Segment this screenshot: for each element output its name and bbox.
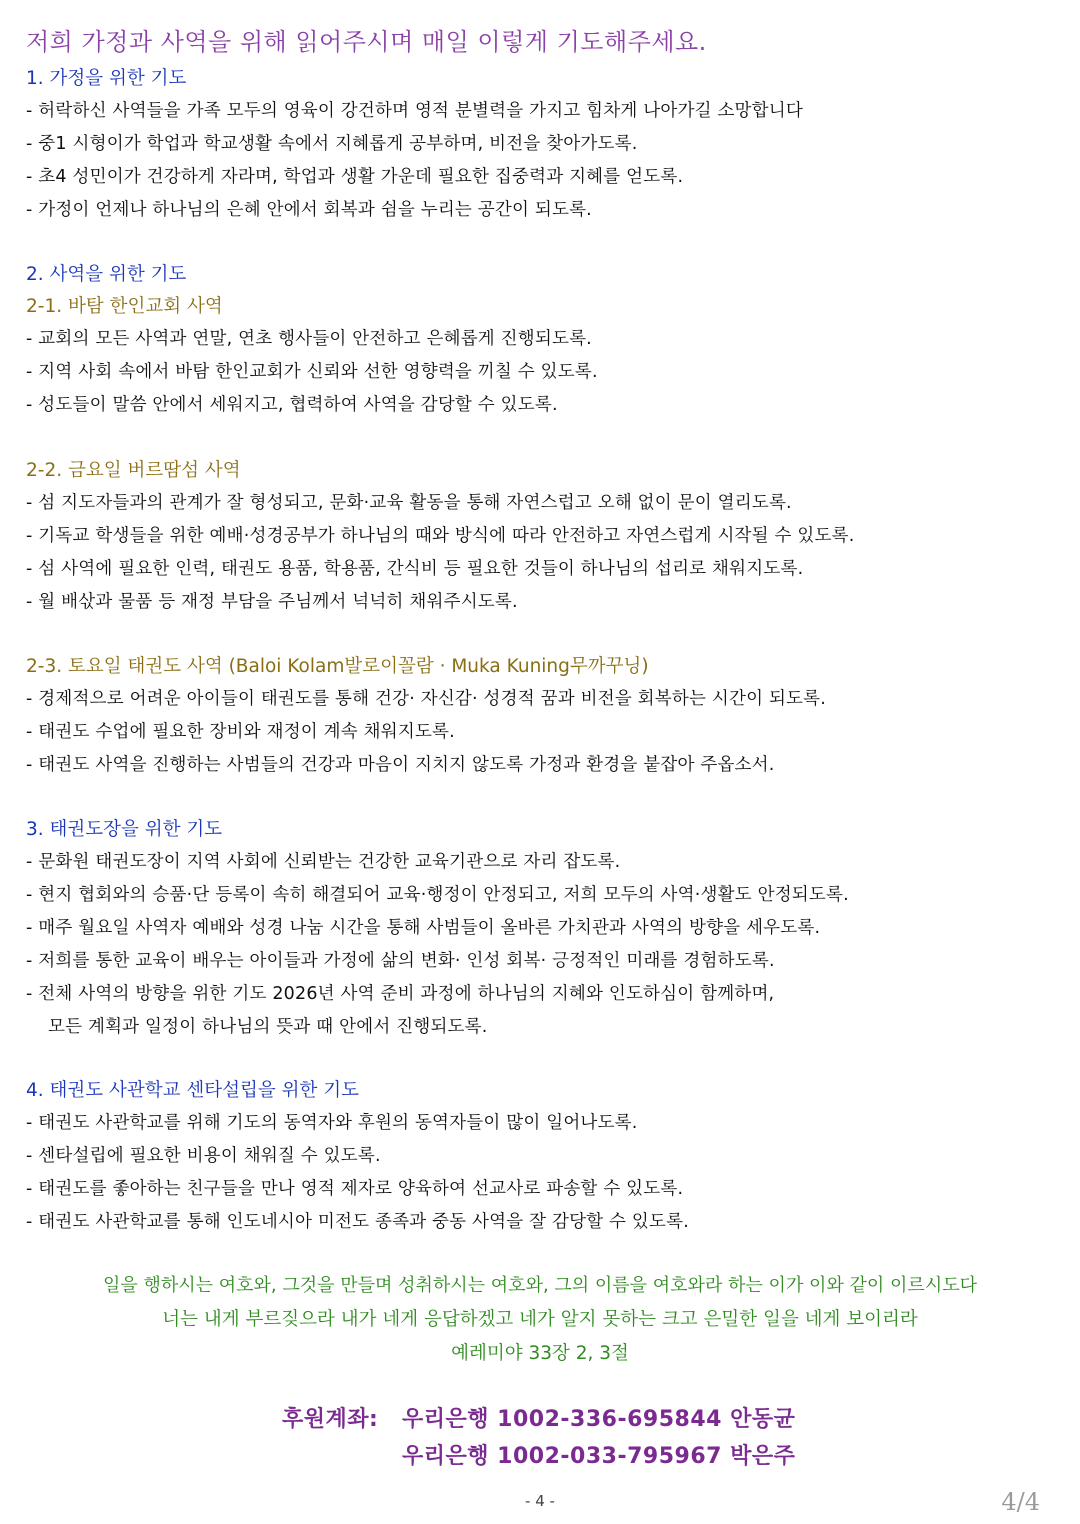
section-heading-family: 1. 가정을 위한 기도 <box>26 68 187 89</box>
prayer-item: - 성도들이 말씀 안에서 세워지고, 협력하여 사역을 감당할 수 있도록. <box>26 395 558 415</box>
prayer-item: - 전체 사역의 방향을 위한 기도 2026년 사역 준비 과정에 하나님의 지혜와 인도하심이 함께하며, <box>26 984 775 1004</box>
prayer-item: - 저희를 통한 교육이 배우는 아이들과 가정에 삶의 변화· 인성 회복· 긍정적인 미래를 경험하도록. <box>26 951 775 971</box>
page-count: 4/4 <box>1001 1488 1040 1516</box>
scripture-reference: 예레미야 33장 2, 3절 <box>451 1343 629 1364</box>
prayer-item: - 교회의 모든 사역과 연말, 연초 행사들이 안전하고 은혜롭게 진행되도록. <box>26 329 592 349</box>
prayer-item: - 현지 협회와의 승품·단 등록이 속히 해결되어 교육·행정이 안정되고, 저희 모두의 사역·생활도 안정되도록. <box>26 885 849 905</box>
prayer-item: - 태권도 사역을 진행하는 사범들의 건강과 마음이 지치지 않도록 가정과 환경을 붙잡아 주옵소서. <box>26 755 775 775</box>
page-number: - 4 - <box>525 1492 555 1510</box>
prayer-item: - 태권도 사관학교를 위해 기도의 동역자와 후원의 동역자들이 많이 일어나도록. <box>26 1113 638 1133</box>
section-heading-saturday: 2-3. 토요일 태권도 사역 (Baloi Kolam발로이꼴람 · Muka Kuning무까꾸닝) <box>26 656 649 677</box>
prayer-item: - 센타설립에 필요한 비용이 채워질 수 있도록. <box>26 1146 381 1166</box>
section-heading-ministry: 2. 사역을 위한 기도 <box>26 264 187 285</box>
support-account: 우리은행 1002-033-795967 박은주 <box>402 1444 796 1469</box>
prayer-item: - 매주 월요일 사역자 예배와 성경 나눔 시간을 통해 사범들이 올바른 가치관과 사역의 방향을 세우도록. <box>26 918 821 938</box>
section-heading-academy: 4. 태권도 사관학교 센타설립을 위한 기도 <box>26 1080 359 1101</box>
prayer-item: - 태권도를 좋아하는 친구들을 만나 영적 제자로 양육하여 선교사로 파송할 수 있도록. <box>26 1179 684 1199</box>
support-label: 후원계좌: <box>282 1407 379 1432</box>
prayer-item: - 지역 사회 속에서 바탐 한인교회가 신뢰와 선한 영향력을 끼칠 수 있도록. <box>26 362 598 382</box>
prayer-item: - 초4 성민이가 건강하게 자라며, 학업과 생활 가운데 필요한 집중력과 지혜를 얻도록. <box>26 167 684 187</box>
prayer-item: - 태권도 사관학교를 통해 인도네시아 미전도 종족과 중동 사역을 잘 감당할 수 있도록. <box>26 1212 689 1232</box>
prayer-item: - 가정이 언제나 하나님의 은혜 안에서 회복과 쉼을 누리는 공간이 되도록. <box>26 200 592 220</box>
prayer-item-continuation: 모든 계획과 일정이 하나님의 뜻과 때 안에서 진행되도록. <box>48 1017 488 1037</box>
scripture-line: 일을 행하시는 여호와, 그것을 만들며 성취하시는 여호와, 그의 이름을 여호와라 하는 이가 이와 같이 이르시도다 <box>102 1275 977 1296</box>
prayer-item: - 섬 사역에 필요한 인력, 태권도 용품, 학용품, 간식비 등 필요한 것들이 하나님의 섭리로 채워지도록. <box>26 559 804 579</box>
section-heading-island: 2-2. 금요일 버르땀섬 사역 <box>26 460 241 481</box>
scripture-line: 너는 내게 부르짖으라 내가 네게 응답하겠고 네가 알지 못하는 크고 은밀한 일을 네게 보이리라 <box>162 1309 918 1330</box>
prayer-item: - 허락하신 사역들을 가족 모두의 영육이 강건하며 영적 분별력을 가지고 힘차게 나아가길 소망합니다 <box>26 101 803 121</box>
section-heading-church: 2-1. 바탐 한인교회 사역 <box>26 296 223 317</box>
prayer-item: - 섬 지도자들과의 관계가 잘 형성되고, 문화·교육 활동을 통해 자연스럽고 오해 없이 문이 열리도록. <box>26 493 792 513</box>
prayer-item: - 문화원 태권도장이 지역 사회에 신뢰받는 건강한 교육기관으로 자리 잡도록. <box>26 852 621 872</box>
prayer-item: - 월 배삯과 물품 등 재정 부담을 주님께서 넉넉히 채워주시도록. <box>26 592 518 612</box>
support-account: 우리은행 1002-336-695844 안동균 <box>402 1407 796 1432</box>
page-title: 저희 가정과 사역을 위해 읽어주시며 매일 이렇게 기도해주세요. <box>26 28 707 56</box>
prayer-item: - 기독교 학생들을 위한 예배·성경공부가 하나님의 때와 방식에 따라 안전하고 자연스럽게 시작될 수 있도록. <box>26 526 855 546</box>
prayer-item: - 중1 시형이가 학업과 학교생활 속에서 지혜롭게 공부하며, 비전을 찾아가도록. <box>26 134 638 154</box>
section-heading-dojang: 3. 태권도장을 위한 기도 <box>26 819 223 840</box>
prayer-item: - 경제적으로 어려운 아이들이 태권도를 통해 건강· 자신감· 성경적 꿈과 비전을 회복하는 시간이 되도록. <box>26 689 827 709</box>
prayer-item: - 태권도 수업에 필요한 장비와 재정이 계속 채워지도록. <box>26 722 455 742</box>
